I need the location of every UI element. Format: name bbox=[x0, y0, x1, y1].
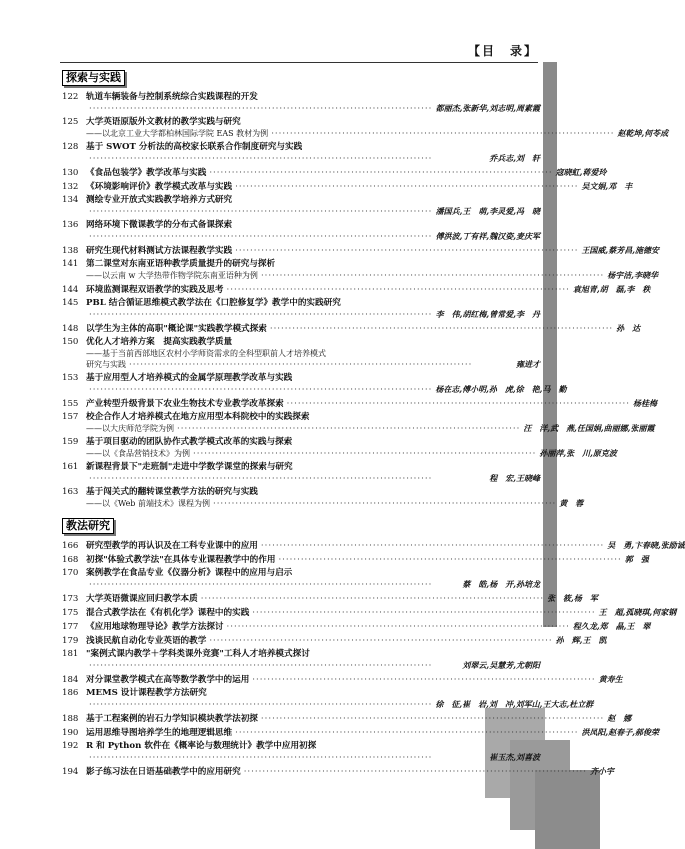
entry-subtitle: ——基于当前西部地区农村小学师资需求的全科型职前人才培养模式 bbox=[86, 349, 326, 358]
toc-entry[interactable] bbox=[62, 284, 651, 296]
toc-entry[interactable] bbox=[62, 181, 633, 193]
entry-authors: 程久龙,郑 晶,王 翠 bbox=[572, 621, 651, 631]
entry-title: 环境监测课程双语教学的实践及思考 bbox=[86, 285, 224, 295]
toc-entry[interactable] bbox=[62, 713, 632, 725]
page-number: 163 bbox=[62, 487, 79, 497]
entry-authors: 洪凤阳,赵春子,郝俊荣 bbox=[581, 727, 660, 737]
entry-authors: 孙 达 bbox=[616, 323, 641, 333]
page-number: 177 bbox=[62, 622, 79, 632]
leader-dots: ···························································································· bbox=[89, 207, 433, 217]
entry-authors: 雍进才 bbox=[516, 359, 540, 369]
leader-dots: ···························································································· bbox=[89, 580, 433, 590]
entry-title: 第二课堂对东南亚语种教学质量提升的研究与探析 bbox=[86, 259, 276, 269]
leader-dots: ···························································································· bbox=[252, 608, 596, 618]
entry-authors: 赵 娜 bbox=[607, 713, 632, 723]
entry-authors: 王国威,蔡芳昌,施德安 bbox=[581, 245, 660, 255]
entry-subtitle: ——以《食品营销技术》为例 bbox=[86, 449, 190, 458]
entry-authors: 乔兵志,刘 轩 bbox=[489, 153, 540, 163]
entry-authors: 潘国兵,王 萌,李灵爱,冯 晓 bbox=[435, 206, 540, 216]
page-number: 144 bbox=[62, 285, 79, 295]
leader-dots: ···························································································· bbox=[200, 594, 545, 604]
leader-dots: ···························································································· bbox=[89, 474, 433, 484]
leader-dots: ···························································································· bbox=[89, 385, 433, 395]
leader-dots: ···························································································· bbox=[278, 555, 622, 565]
leader-dots: ···························································································· bbox=[235, 182, 579, 192]
leader-dots: ···························································································· bbox=[209, 168, 553, 178]
entry-title: 基于闯关式的翻转课堂教学方法的研究与实践 bbox=[86, 487, 258, 497]
entry-title: 轨道车辆装备与控制系统综合实践课程的开发 bbox=[86, 92, 258, 102]
entry-title: 《环境影响评价》教学模式改革与实践 bbox=[86, 182, 233, 192]
leader-dots: ···························································································· bbox=[89, 661, 433, 671]
page-number: 186 bbox=[62, 688, 79, 698]
toc-entry[interactable] bbox=[62, 142, 540, 165]
leader-dots: ···························································································· bbox=[89, 232, 433, 242]
decor-block-3 bbox=[535, 770, 600, 849]
entry-subtitle-cont: 研究与实践 bbox=[86, 360, 126, 369]
entry-authors: 崔玉杰,刘喜波 bbox=[489, 752, 540, 762]
entry-authors: 李 伟,胡红梅,曾常爱,李 丹 bbox=[435, 309, 540, 319]
section-heading: 探索与实践 bbox=[62, 70, 125, 86]
leader-dots: ···························································································· bbox=[260, 271, 605, 281]
entry-authors: 郭 强 bbox=[624, 554, 649, 564]
toc-entry[interactable] bbox=[62, 741, 540, 764]
page-number: 132 bbox=[62, 182, 79, 192]
entry-title: MEMS 设计课程教学方法研究 bbox=[86, 688, 207, 698]
entry-title: 新课程背景下"走班制"走进中学数学课堂的探索与研究 bbox=[86, 462, 293, 472]
page-number: 190 bbox=[62, 728, 79, 738]
toc-entry[interactable] bbox=[62, 568, 540, 591]
leader-dots: ···························································································· bbox=[260, 541, 605, 551]
entry-title: PBL 结合循证思维模式教学法在《口腔修复学》教学中的实践研究 bbox=[86, 298, 341, 308]
page-number: 134 bbox=[62, 195, 79, 205]
entry-title: 运用思维导图培养学生的地理逻辑思维 bbox=[86, 728, 233, 738]
leader-dots: ···························································································· bbox=[209, 636, 553, 646]
entry-title: 《应用地球物理导论》教学方法探讨 bbox=[86, 622, 224, 632]
page-number: 194 bbox=[62, 767, 79, 777]
entry-title: 基于应用型人才培养模式的金属学原理教学改革与实践 bbox=[86, 373, 293, 383]
entry-title: 初探"体验式教学法"在具体专业课程教学中的作用 bbox=[86, 555, 276, 565]
leader-dots: ···························································································· bbox=[177, 424, 521, 434]
entry-title: 网络环境下微课教学的分布式备课探索 bbox=[86, 220, 233, 230]
page-number: 136 bbox=[62, 220, 79, 230]
toc-header-label: 【目 录】 bbox=[467, 44, 538, 58]
entry-title: 产业转型升级背景下农业生物技术专业教学改革探索 bbox=[86, 399, 284, 409]
leader-dots: ···························································································· bbox=[212, 499, 557, 509]
entry-authors: 蔡 皓,杨 开,孙培龙 bbox=[462, 579, 540, 589]
toc-entry[interactable] bbox=[62, 373, 567, 396]
entry-authors: 孙 辉,王 凯 bbox=[555, 635, 607, 645]
page-number: 181 bbox=[62, 649, 79, 659]
entry-title: 以学生为主体的高职"概论课"实践教学模式探索 bbox=[86, 324, 267, 334]
entry-title: 基于工程案例的岩石力学知识模块教学法初探 bbox=[86, 714, 258, 724]
page-number: 122 bbox=[62, 92, 79, 102]
entry-authors: 赵乾坤,何苓成 bbox=[617, 128, 669, 138]
leader-dots: ···························································································· bbox=[89, 104, 433, 114]
page-number: 170 bbox=[62, 568, 79, 578]
entry-authors: 杨宇洁,李晓华 bbox=[607, 270, 659, 280]
toc-entry[interactable] bbox=[62, 540, 685, 552]
toc-entry[interactable] bbox=[62, 398, 657, 410]
entry-authors: 吴文娟,邓 丰 bbox=[581, 181, 633, 191]
entry-title: 混合式教学法在《有机化学》课程中的实践 bbox=[86, 608, 250, 618]
toc-entry[interactable] bbox=[62, 621, 651, 633]
toc-entry[interactable] bbox=[62, 607, 677, 619]
leader-dots: ···························································································· bbox=[129, 360, 473, 370]
leader-dots: ···························································································· bbox=[89, 753, 433, 763]
entry-authors: 徐 征,崔 岩,刘 冲,刘军山,王大志,杜立群 bbox=[435, 699, 594, 709]
entry-authors: 袁旭青,胡 磊,李 秩 bbox=[572, 284, 651, 294]
leader-dots: ···························································································· bbox=[226, 285, 570, 295]
leader-dots: ···························································································· bbox=[89, 700, 433, 710]
page-number: 155 bbox=[62, 399, 79, 409]
toc-entry[interactable] bbox=[62, 554, 649, 566]
entry-title: 《食品包装学》教学改革与实践 bbox=[86, 168, 207, 178]
entry-title: 浅谈民航自动化专业英语的教学 bbox=[86, 636, 207, 646]
toc-entry[interactable] bbox=[62, 92, 540, 115]
page-number: 179 bbox=[62, 636, 79, 646]
page-number: 148 bbox=[62, 324, 79, 334]
page-number: 130 bbox=[62, 168, 79, 178]
entry-authors: 黄 蓉 bbox=[559, 498, 584, 508]
toc-entry[interactable] bbox=[62, 195, 540, 218]
page-number: 150 bbox=[62, 337, 79, 347]
entry-authors: 寇晓虹,蒋爱玲 bbox=[555, 167, 607, 177]
toc-entry[interactable] bbox=[62, 487, 584, 510]
entry-subtitle: ——以云南 w 大学热带作物学院东南亚语种为例 bbox=[86, 271, 258, 280]
leader-dots: ···························································································· bbox=[271, 129, 615, 139]
toc-entry[interactable] bbox=[62, 437, 617, 460]
toc-entry[interactable] bbox=[62, 462, 540, 485]
page-number: 145 bbox=[62, 298, 79, 308]
page-number: 184 bbox=[62, 675, 79, 685]
toc-entry[interactable] bbox=[62, 298, 540, 321]
entry-authors: 程 宏,王晓峰 bbox=[489, 473, 540, 483]
entry-title: 影子练习法在日语基础教学中的应用研究 bbox=[86, 767, 241, 777]
entry-authors: 杨在志,傅小明,孙 虎,徐 艳,马 勤 bbox=[435, 384, 567, 394]
toc-entry[interactable] bbox=[62, 220, 540, 243]
page-number: 141 bbox=[62, 259, 79, 269]
leader-dots: ···························································································· bbox=[269, 324, 614, 334]
page-number: 138 bbox=[62, 246, 79, 256]
entry-authors: 孙丽萍,张 川,原克波 bbox=[539, 448, 617, 458]
entry-authors: 都丽杰,张新华,刘志明,周素霞 bbox=[435, 103, 540, 113]
page-number: 159 bbox=[62, 437, 79, 447]
page-number: 157 bbox=[62, 412, 79, 422]
entry-authors: 张 筱,杨 军 bbox=[547, 593, 598, 603]
entry-authors: 齐小宇 bbox=[590, 766, 615, 776]
page-number: 175 bbox=[62, 608, 79, 618]
entry-authors: 刘翠云,吴慧芳,尤朝阳 bbox=[462, 660, 540, 670]
entry-title: 案例教学在食品专业《仪器分析》课程中的应用与启示 bbox=[86, 568, 293, 578]
section-heading: 教法研究 bbox=[62, 518, 114, 534]
page-number: 125 bbox=[62, 117, 79, 127]
entry-title: 对分课堂教学模式在高等数学教学中的运用 bbox=[86, 675, 250, 685]
page-number: 153 bbox=[62, 373, 79, 383]
entry-title: 大学英语原版外文教材的教学实践与研究 bbox=[86, 117, 241, 127]
page-number: 173 bbox=[62, 594, 79, 604]
leader-dots: ···························································································· bbox=[226, 622, 570, 632]
toc-entry[interactable] bbox=[62, 674, 623, 686]
toc-entry[interactable] bbox=[62, 593, 598, 605]
toc-entry[interactable] bbox=[62, 635, 607, 647]
toc-entry[interactable] bbox=[62, 727, 660, 739]
entry-subtitle: ——以北京工业大学都柏林国际学院 EAS 教材为例 bbox=[86, 129, 269, 138]
leader-dots: ···························································································· bbox=[235, 246, 579, 256]
entry-title: 基于项目驱动的团队协作式教学模式改革的实践与探索 bbox=[86, 437, 293, 447]
toc-entry[interactable] bbox=[62, 245, 660, 257]
toc-entry[interactable] bbox=[62, 323, 641, 335]
page-number: 161 bbox=[62, 462, 79, 472]
toc-entry[interactable] bbox=[62, 167, 607, 179]
page-number: 166 bbox=[62, 541, 79, 551]
toc-entry[interactable] bbox=[62, 649, 540, 672]
entry-authors: 黄寿生 bbox=[598, 674, 623, 684]
entry-title: "案例式课内教学＋学科类课外竞赛"工科人才培养模式探讨 bbox=[86, 649, 310, 659]
leader-dots: ···························································································· bbox=[260, 714, 605, 724]
entry-authors: 汪 洋,武 燕,任国娟,曲丽娜,张丽霞 bbox=[523, 423, 655, 433]
leader-dots: ···························································································· bbox=[89, 154, 433, 164]
entry-title: 校企合作人才培养模式在地方应用型本科院校中的实践探索 bbox=[86, 412, 310, 422]
entry-title: R 和 Python 软件在《概率论与数理统计》教学中应用初探 bbox=[86, 741, 317, 751]
toc-entry[interactable] bbox=[62, 688, 594, 711]
page-number: 192 bbox=[62, 741, 79, 751]
toc-entry[interactable] bbox=[62, 337, 540, 371]
leader-dots: ···························································································· bbox=[89, 310, 433, 320]
entry-title: 测绘专业开放式实践教学培养方式研究 bbox=[86, 195, 233, 205]
toc-entry[interactable] bbox=[62, 259, 659, 282]
entry-subtitle: ——以大庆师范学院为例 bbox=[86, 424, 174, 433]
leader-dots: ···························································································· bbox=[252, 675, 596, 685]
toc-entry[interactable] bbox=[62, 766, 615, 778]
leader-dots: ···························································································· bbox=[235, 728, 579, 738]
entry-authors: 王 超,孤晓琪,何家钢 bbox=[598, 607, 677, 617]
leader-dots: ···························································································· bbox=[286, 399, 630, 409]
entry-title: 研究生现代材料测试方法课程教学实践 bbox=[86, 246, 233, 256]
entry-subtitle: ——以《Web 前端技术》课程为例 bbox=[86, 499, 210, 508]
page-number: 168 bbox=[62, 555, 79, 565]
toc-entry[interactable] bbox=[62, 412, 655, 435]
entry-authors: 傅洪波,丁有祥,魏汉姿,麦庆军 bbox=[435, 231, 540, 241]
entry-title: 大学英语微课应回归教学本质 bbox=[86, 594, 198, 604]
page-number: 128 bbox=[62, 142, 79, 152]
leader-dots: ···························································································· bbox=[193, 449, 537, 459]
entry-authors: 杨桂梅 bbox=[633, 398, 657, 408]
leader-dots: ···························································································· bbox=[243, 767, 588, 777]
header-rule bbox=[60, 62, 538, 63]
entry-title: 研究型教学的再认识及在工科专业课中的应用 bbox=[86, 541, 258, 551]
toc-entry[interactable] bbox=[62, 117, 669, 140]
entry-title: 优化人才培养方案 提高实践教学质量 bbox=[86, 337, 233, 347]
entry-authors: 吴 勇,卞春晓,张励诚 bbox=[607, 540, 685, 550]
entry-title: 基于 SWOT 分析法的高校家长联系合作制度研究与实践 bbox=[86, 142, 303, 152]
page-number: 188 bbox=[62, 714, 79, 724]
